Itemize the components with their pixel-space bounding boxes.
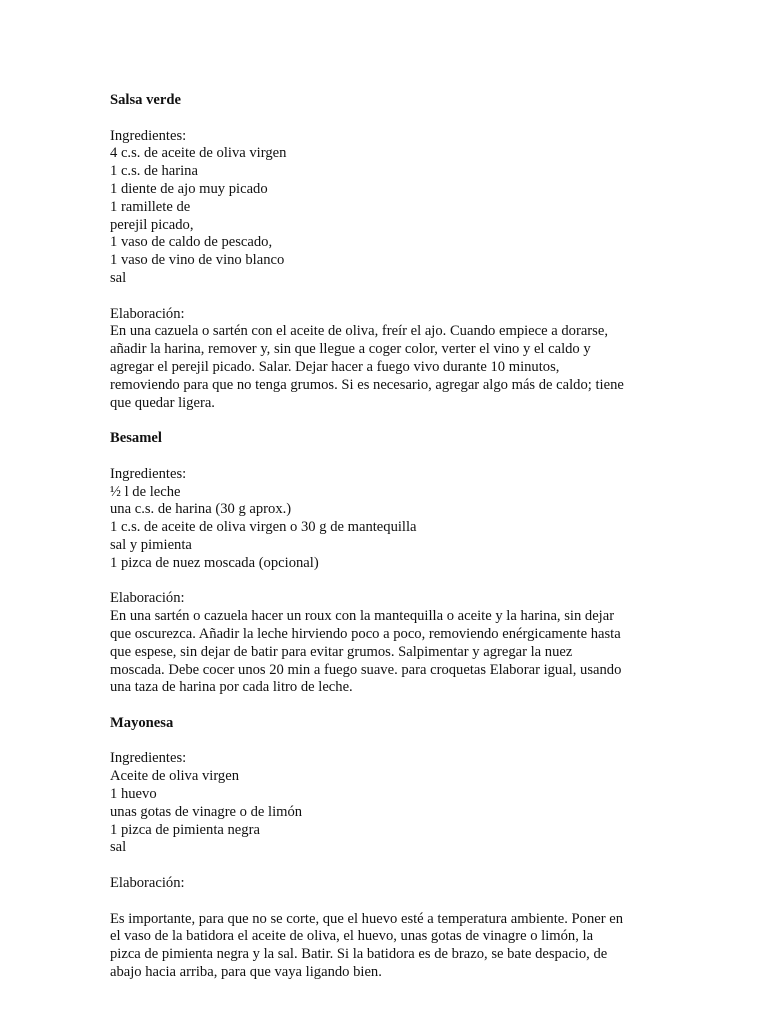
- ingredient-item: 1 diente de ajo muy picado: [110, 180, 268, 197]
- ingredients-section: [110, 466, 670, 573]
- ingredient-item: 1 pizca de nuez moscada (opcional): [110, 554, 319, 571]
- elaboration-line: que oscurezca. Añadir la leche hirviendo poco a poco, removiendo enérgicamente hasta: [110, 625, 621, 642]
- spacer: [110, 697, 670, 715]
- spacer: [110, 412, 670, 430]
- spacer: [110, 110, 670, 128]
- ingredient-item: sal: [110, 269, 127, 286]
- elaboration-label: Elaboración:: [110, 590, 185, 607]
- recipe-besamel: [110, 430, 670, 697]
- recipe-title: Salsa verde: [110, 92, 181, 108]
- ingredient-item: Aceite de oliva virgen: [110, 768, 239, 785]
- ingredients-section: [110, 128, 670, 288]
- elaboration-line: Es importante, para que no se corte, que el huevo esté a temperatura ambiente. Poner en: [110, 910, 624, 927]
- elaboration-line: una taza de harina por cada litro de leche.: [110, 679, 353, 696]
- document-body: [110, 92, 670, 982]
- spacer: [110, 857, 670, 875]
- spacer: [110, 893, 670, 911]
- elaboration-line: que espese, sin dejar de batir para evitar grumos. Salpimentar y agregar la nuez: [110, 643, 573, 660]
- elaboration-section: [110, 306, 670, 413]
- elaboration-line: moscada. Debe cocer unos 20 min a fuego suave. para croquetas Elaborar igual, usando: [110, 661, 622, 678]
- elaboration-line: removiendo para que no tenga grumos. Si es necesario, agregar algo más de caldo; tiene: [110, 376, 624, 393]
- elaboration-section: [110, 875, 670, 982]
- ingredient-item: 1 vaso de vino de vino blanco: [110, 252, 285, 269]
- spacer: [110, 448, 670, 466]
- recipe-mayonesa: [110, 715, 670, 982]
- spacer: [110, 573, 670, 591]
- ingredient-item: ½ l de leche: [110, 483, 181, 500]
- ingredient-item: una c.s. de harina (30 g aprox.): [110, 501, 292, 518]
- elaboration-line: En una sartén o cazuela hacer un roux con la mantequilla o aceite y la harina, sin dejar: [110, 608, 615, 625]
- ingredient-item: 1 vaso de caldo de pescado,: [110, 234, 273, 251]
- ingredient-item: 1 ramillete de: [110, 198, 191, 215]
- ingredients-section: [110, 750, 670, 857]
- ingredients-label: Ingredientes:: [110, 465, 187, 482]
- elaboration-line: pizca de pimienta negra y la sal. Batir. Si la batidora es de brazo, se bate despacio, de: [110, 946, 608, 963]
- elaboration-line: abajo hacia arriba, para que vaya ligando bien.: [110, 964, 382, 981]
- spacer: [110, 733, 670, 751]
- elaboration-line: que quedar ligera.: [110, 394, 215, 411]
- ingredients-label: Ingredientes:: [110, 127, 187, 144]
- ingredients-label: Ingredientes:: [110, 750, 187, 767]
- recipe-title: Mayonesa: [110, 714, 174, 731]
- elaboration-line: añadir la harina, remover y, sin que llegue a coger color, verter el vino y el caldo y: [110, 341, 591, 358]
- recipe-title: Besamel: [110, 430, 162, 447]
- ingredient-item: unas gotas de vinagre o de limón: [110, 803, 303, 820]
- ingredient-item: perejil picado,: [110, 216, 194, 233]
- ingredient-item: 1 c.s. de harina: [110, 163, 198, 180]
- ingredient-item: 1 c.s. de aceite de oliva virgen o 30 g de mantequilla: [110, 519, 417, 536]
- elaboration-line: agregar el perejil picado. Salar. Dejar hacer a fuego vivo durante 10 minutos,: [110, 358, 560, 375]
- elaboration-section: [110, 590, 670, 697]
- ingredient-item: 4 c.s. de aceite de oliva virgen: [110, 145, 287, 162]
- ingredient-item: sal: [110, 839, 127, 856]
- ingredient-item: sal y pimienta: [110, 536, 192, 553]
- elaboration-label: Elaboración:: [110, 875, 185, 892]
- ingredient-item: 1 pizca de pimienta negra: [110, 821, 260, 838]
- ingredient-item: 1 huevo: [110, 786, 157, 803]
- spacer: [110, 288, 670, 306]
- elaboration-line: el vaso de la batidora el aceite de oliva, el huevo, unas gotas de vinagre o limón, la: [110, 928, 594, 945]
- elaboration-label: Elaboración:: [110, 305, 185, 322]
- recipe-salsa-verde: [110, 92, 670, 412]
- elaboration-line: En una cazuela o sartén con el aceite de oliva, freír el ajo. Cuando empiece a dorarse,: [110, 323, 608, 340]
